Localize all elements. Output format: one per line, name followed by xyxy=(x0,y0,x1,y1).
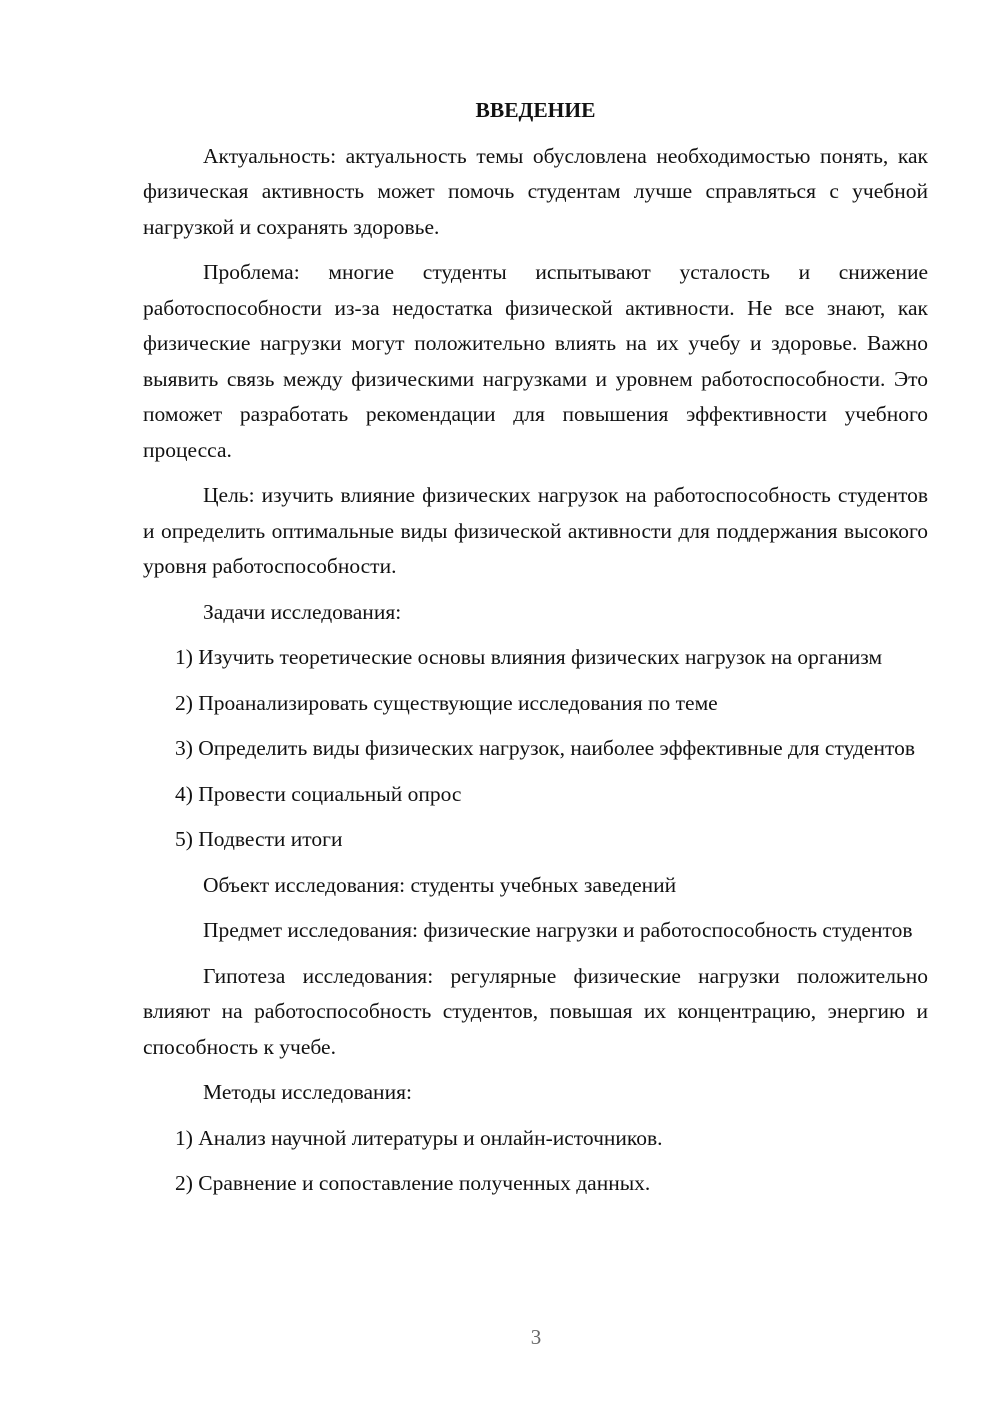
task-item: 3) Определить виды физических нагрузок, наиболее эффективные для студентов xyxy=(175,736,915,760)
hypothesis-paragraph: Гипотеза исследования: регулярные физические нагрузки положительно влияют на работоспособность студентов, повышая их концентрацию, энергию и способность к учебе. xyxy=(143,963,928,1059)
method-item: 2) Сравнение и сопоставление полученных данных. xyxy=(175,1171,651,1195)
page-content xyxy=(143,93,928,1212)
task-item: 4) Провести социальный опрос xyxy=(175,781,462,806)
goal-paragraph: Цель: изучить влияние физических нагрузок на работоспособность студентов и определить оптимальные виды физической активности для поддержания высокого уровня работоспособности. xyxy=(143,483,928,578)
section-title: ВВЕДЕНИЕ xyxy=(475,98,596,122)
relevance-paragraph: Актуальность: актуальность темы обусловлена необходимостью понять, как физическая активность может помочь студентам лучше справляться с учебной нагрузкой и сохранять здоровье. xyxy=(143,143,928,239)
methods-heading: Методы исследования: xyxy=(203,1080,412,1104)
tasks-heading: Задачи исследования: xyxy=(203,599,402,624)
method-item: 1) Анализ научной литературы и онлайн-источников. xyxy=(175,1125,663,1150)
object-paragraph: Объект исследования: студенты учебных заведений xyxy=(203,872,677,897)
task-item: 1) Изучить теоретические основы влияния физических нагрузок на организм xyxy=(175,645,883,669)
task-item: 2) Проанализировать существующие исследования по теме xyxy=(175,690,718,715)
subject-paragraph: Предмет исследования: физические нагрузки и работоспособность студентов xyxy=(203,918,913,942)
task-item: 5) Подвести итоги xyxy=(175,827,343,851)
page-number: 3 xyxy=(530,1325,542,1349)
problem-paragraph: Проблема: многие студенты испытывают усталость и снижение работоспособности из-за недостатка физической активности. Не все знают, как физические нагрузки могут положительно влиять на их учебу и здоровье. Важно выявить связь между физическими нагрузками и уровнем работоспособности. Это поможет разработать рекомендации для повышения эффективности учебного процесса. xyxy=(143,260,928,462)
